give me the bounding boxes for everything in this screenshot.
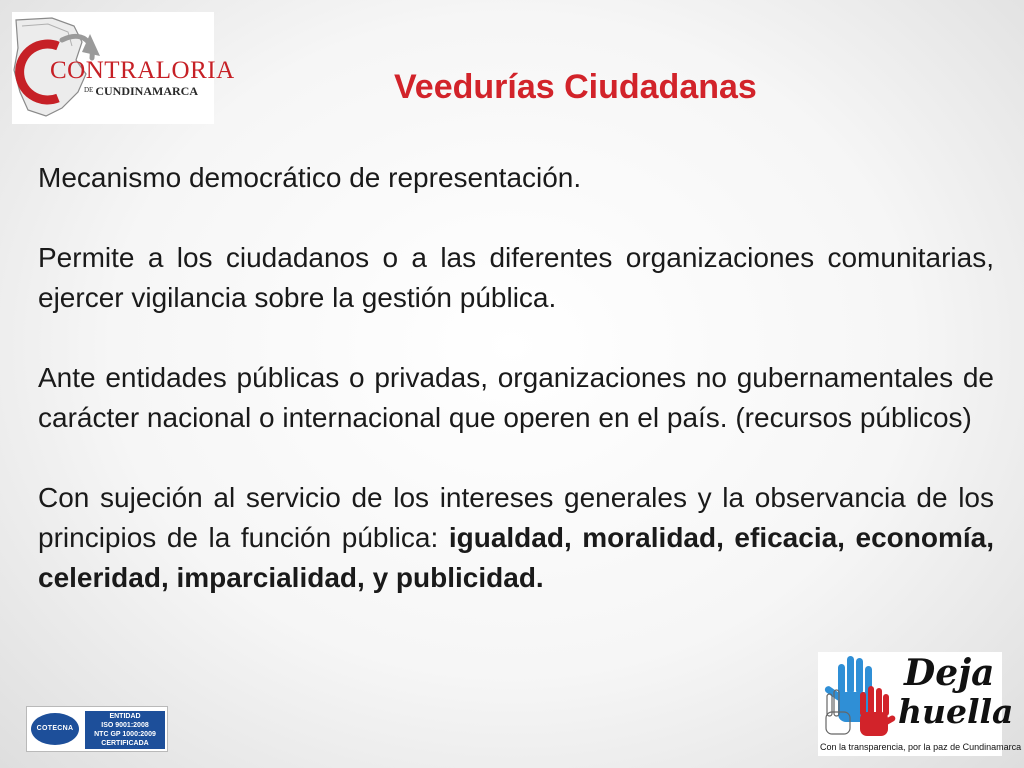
paragraph-4-text: Con sujeción al servicio de los intereses generales y la observancia de los principios de la función pública: — [38, 482, 994, 553]
cert-line: CERTIFICADA — [101, 740, 149, 747]
paragraph-2: Permite a los ciudadanos o a las diferentes organizaciones comunitarias, ejercer vigilancia sobre la gestión pública. — [38, 242, 994, 313]
logo-wordmark: CONTRALORIA — [50, 57, 235, 84]
campaign-tagline: Con la transparencia, por la paz de Cundinamarca — [820, 742, 1022, 752]
contraloria-logo — [12, 12, 235, 124]
cert-line: ISO 9001:2008 — [101, 722, 149, 729]
deja-huella-logo — [818, 652, 1022, 756]
deja-text: Deja — [904, 652, 995, 694]
paragraph-1: Mecanismo democrático de representación. — [38, 162, 582, 193]
logo-subtitle — [84, 84, 198, 97]
logo-sub-prefix: DE — [84, 86, 94, 94]
cotecna-logo-icon — [31, 713, 79, 745]
slide-title: Veedurías Ciudadanas — [394, 68, 757, 106]
paragraph-4 — [38, 478, 994, 598]
certification-text — [85, 711, 165, 749]
cert-line: ENTIDAD — [109, 713, 141, 720]
paragraph-3: Ante entidades públicas o privadas, organizaciones no gubernamentales de carácter nacional o internacional que operen en el país. (recursos públicos) — [38, 362, 994, 433]
certification-badge — [26, 706, 168, 752]
cotecna-logo-text: COTECNA — [36, 725, 74, 732]
paragraph-4-principles: igualdad, moralidad, eficacia, economía, celeridad, imparcialidad, y publicidad. — [38, 522, 994, 593]
logo-sub-text: CUNDINAMARCA — [95, 84, 198, 98]
huella-text: huella — [898, 692, 1014, 731]
slide-body — [38, 158, 994, 598]
cert-line: NTC GP 1000:2009 — [94, 731, 156, 738]
